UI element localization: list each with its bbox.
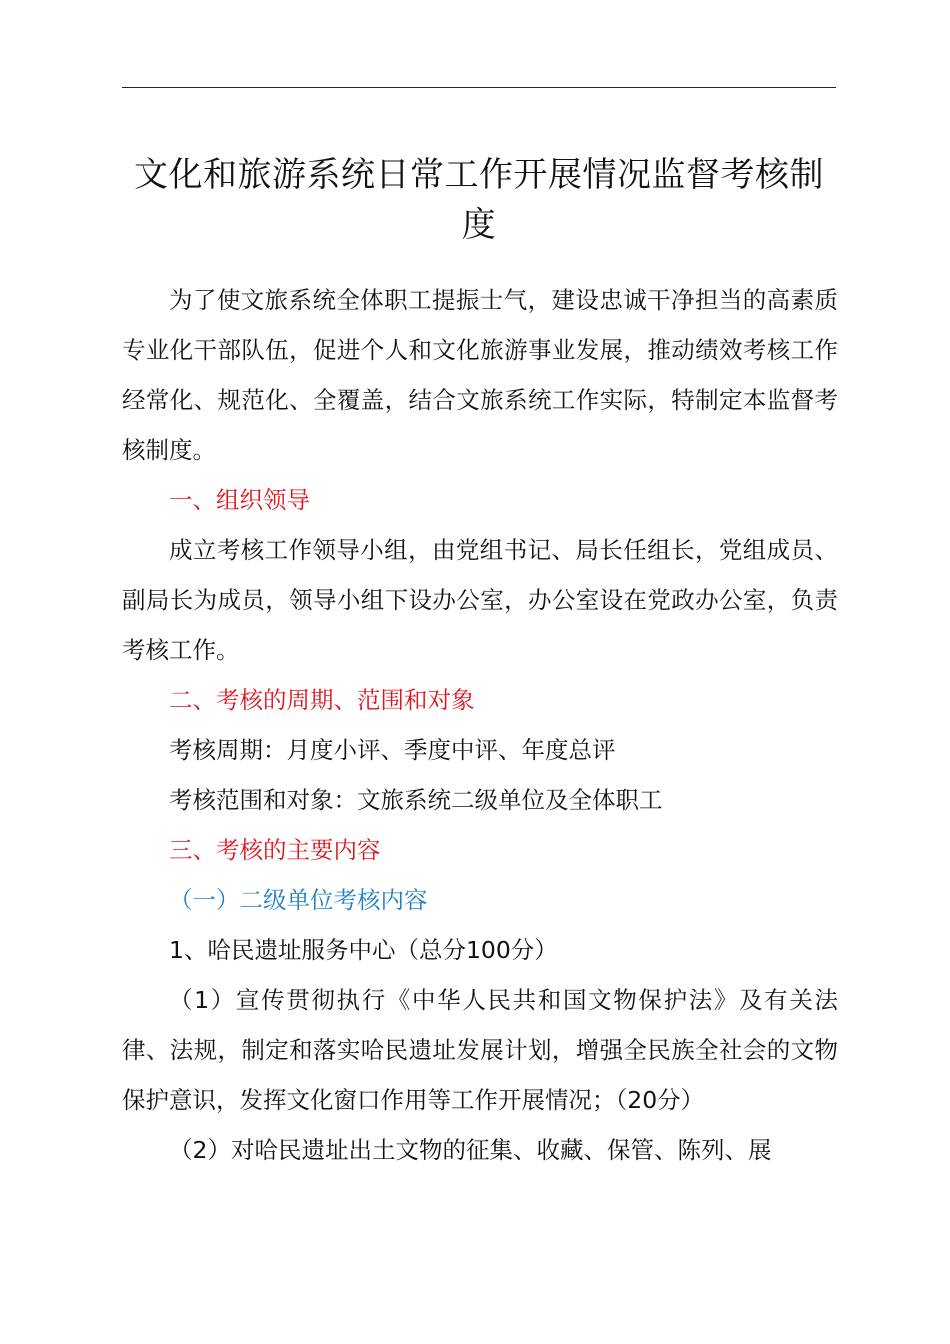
section-heading-content: 三、考核的主要内容 [169,836,381,864]
cycle-paragraph: 考核周期：月度小评、季度中评、年度总评 [169,736,616,764]
item-heading-hamin: 1、哈民遗址服务中心（总分100分） [169,936,558,964]
section-heading-organization: 一、组织领导 [169,486,310,514]
organization-paragraph: 成立考核工作领导小组，由党组书记、局长任组长，党组成员、副局长为成员，领导小组下设办公室，办公室设在党政办公室，负责考核工作。 [122,536,838,664]
document-title: 文化和旅游系统日常工作开展情况监督考核制度 [134,155,824,245]
intro-paragraph: 为了使文旅系统全体职工提振士气，建设忠诚干净担当的高素质专业化干部队伍，促进个人和文化旅游事业发展，推动绩效考核工作经常化、规范化、全覆盖，结合文旅系统工作实际，特制定本监督考核制度。 [122,286,838,464]
section-heading-cycle-scope: 二、考核的周期、范围和对象 [169,686,475,714]
document-body [122,275,838,1175]
item-paragraph-2: （2）对哈民遗址出土文物的征集、收藏、保管、陈列、展 [169,1136,772,1164]
item-paragraph-1: （1）宣传贯彻执行《中华人民共和国文物保护法》及有关法律、法规，制定和落实哈民遗址发展计划，增强全民族全社会的文物保护意识，发挥文化窗口作用等工作开展情况；（20分） [122,986,838,1114]
scope-paragraph: 考核范围和对象：文旅系统二级单位及全体职工 [169,786,663,814]
subsection-heading-units: （一）二级单位考核内容 [169,886,428,914]
header-rule [122,87,836,88]
